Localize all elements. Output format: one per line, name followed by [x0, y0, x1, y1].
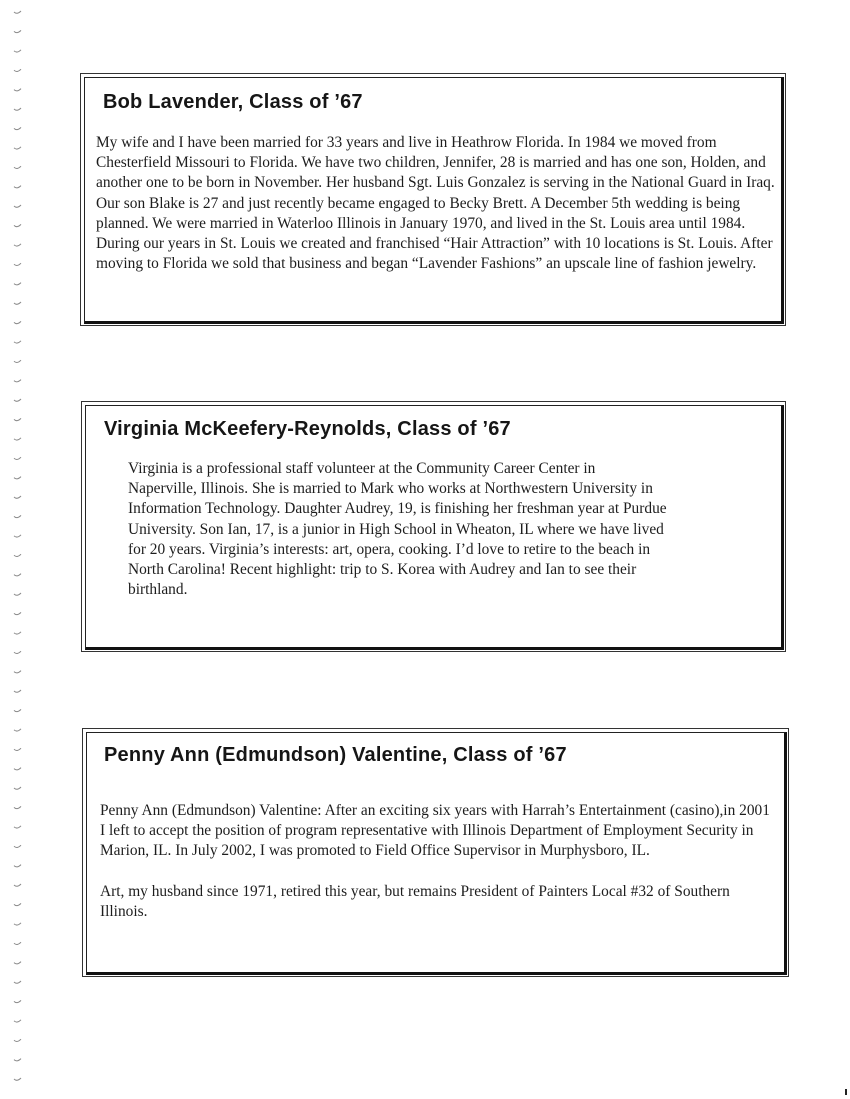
bio-card-text — [96, 133, 786, 274]
binder-hole-mark — [14, 302, 21, 304]
binder-hole-mark — [14, 942, 21, 944]
binder-hole-mark — [14, 845, 21, 847]
binder-hole-mark — [14, 593, 21, 595]
binder-hole-mark — [14, 341, 21, 343]
bio-card-bob-lavender — [80, 73, 786, 326]
binder-hole-mark — [14, 787, 21, 789]
binder-hole-mark — [14, 380, 21, 382]
binder-hole-mark — [14, 884, 21, 886]
binder-hole-mark — [14, 1078, 21, 1080]
binder-hole-mark — [14, 903, 21, 905]
binder-hole-mark — [14, 1039, 21, 1041]
bio-card-text — [128, 459, 668, 600]
binder-hole-mark — [14, 244, 21, 246]
bio-card-text — [100, 801, 772, 922]
binder-hole-mark — [14, 535, 21, 537]
bio-card-virginia-mckeefery-reynolds — [81, 401, 786, 652]
binder-hole-mark — [14, 205, 21, 207]
binder-hole-marks — [6, 0, 28, 1099]
binder-hole-mark — [14, 69, 21, 71]
binder-hole-mark — [14, 574, 21, 576]
binder-hole-mark — [14, 50, 21, 52]
bio-paragraph: My wife and I have been married for 33 years and live in Heathrow Florida. In 1984 we moved from Chesterfield Missouri to Florida. We have two children, Jennifer, 28 is married and has one son, Holden, and another one to be born in November. Her husband Sgt. Luis Gonzalez is serving in the National Guard in Iraq. Our son Blake is 27 and just recently became engaged to Becky Brett. A December 5th wedding is being planned. We were married in Waterloo Illinois in January 1970, and lived in the St. Louis area until 1984. During our years in St. Louis we created and franchised “Hair Attraction” with 10 locations is St. Louis. After moving to Florida we sold that business and began “Lavender Fashions” an upscale line of fashion jewelry. — [96, 134, 775, 273]
binder-hole-mark — [14, 127, 21, 129]
binder-hole-mark — [14, 108, 21, 110]
binder-hole-mark — [14, 826, 21, 828]
binder-hole-mark — [14, 166, 21, 168]
binder-hole-mark — [14, 923, 21, 925]
binder-hole-mark — [14, 806, 21, 808]
bio-paragraph: Virginia is a professional staff volunteer at the Community Career Center in Naperville, Illinois. She is married to Mark who works at Northwestern University in Information Technology. Daughter Audrey, 19, is finishing her freshman year at Purdue University. Son Ian, 17, is a junior in High School in Wheaton, IL where we have lived for 20 years. Virginia’s interests: art, opera, cooking. I’d love to retire to the beach in North Carolina! Recent highlight: trip to S. Korea with Audrey and Ian to see their birthland. — [128, 460, 667, 599]
binder-hole-mark — [14, 632, 21, 634]
binder-hole-mark — [14, 1000, 21, 1002]
binder-hole-mark — [14, 263, 21, 265]
binder-hole-mark — [14, 1059, 21, 1061]
bio-paragraph: Art, my husband since 1971, retired this year, but remains President of Painters Local #32 of Southern Illinois. — [100, 882, 730, 920]
binder-hole-mark — [14, 283, 21, 285]
binder-hole-mark — [14, 89, 21, 91]
bio-card-title: Virginia McKeefery-Reynolds, Class of ’67 — [104, 418, 511, 440]
binder-hole-mark — [14, 612, 21, 614]
scan-edge-mark — [845, 1089, 847, 1095]
bio-card-title: Bob Lavender, Class of ’67 — [103, 91, 363, 113]
binder-hole-mark — [14, 477, 21, 479]
binder-hole-mark — [14, 30, 21, 32]
binder-hole-mark — [14, 438, 21, 440]
binder-hole-mark — [14, 11, 21, 13]
binder-hole-mark — [14, 554, 21, 556]
binder-hole-mark — [14, 186, 21, 188]
binder-hole-mark — [14, 748, 21, 750]
binder-hole-mark — [14, 147, 21, 149]
binder-hole-mark — [14, 690, 21, 692]
binder-hole-mark — [14, 399, 21, 401]
binder-hole-mark — [14, 360, 21, 362]
bio-paragraph: Penny Ann (Edmundson) Valentine: After an exciting six years with Harrah’s Entertainment (casino),in 2001 I left to accept the position of program representative with Illinois Department of Employment Security in Marion, IL. In July 2002, I was promoted to Field Office Supervisor in Murphysboro, IL. — [100, 802, 770, 860]
binder-hole-mark — [14, 515, 21, 517]
binder-hole-mark — [14, 321, 21, 323]
binder-hole-mark — [14, 418, 21, 420]
bio-card-title: Penny Ann (Edmundson) Valentine, Class of ’67 — [104, 744, 567, 766]
binder-hole-mark — [14, 981, 21, 983]
binder-hole-mark — [14, 671, 21, 673]
binder-hole-mark — [14, 962, 21, 964]
binder-hole-mark — [14, 651, 21, 653]
binder-hole-mark — [14, 496, 21, 498]
bio-card-penny-ann-valentine — [82, 728, 789, 977]
binder-hole-mark — [14, 457, 21, 459]
binder-hole-mark — [14, 1020, 21, 1022]
binder-hole-mark — [14, 768, 21, 770]
binder-hole-mark — [14, 865, 21, 867]
binder-hole-mark — [14, 224, 21, 226]
binder-hole-mark — [14, 729, 21, 731]
binder-hole-mark — [14, 709, 21, 711]
